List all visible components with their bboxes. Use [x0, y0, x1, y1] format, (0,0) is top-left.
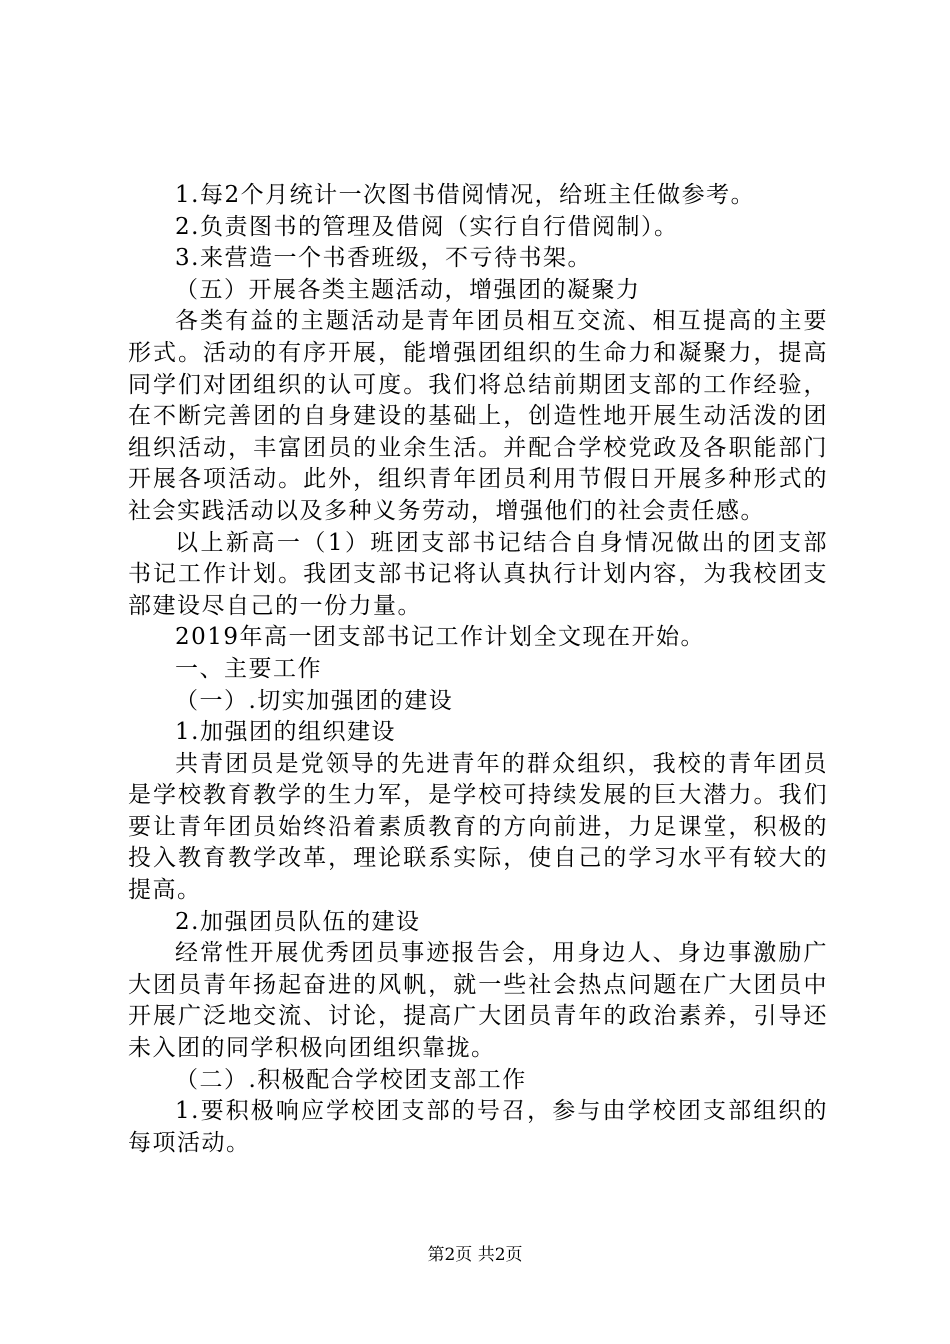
item-heading-1: 1.加强团的组织建设	[175, 719, 396, 746]
subheading-2: （二）.积极配合学校团支部工作	[175, 1066, 527, 1093]
page-footer	[0, 1244, 950, 1266]
heading-main-work: 一、主要工作	[175, 655, 322, 682]
paragraph-1: 1.每2个月统计一次图书借阅情况，给班主任做参考。	[175, 182, 756, 208]
paragraph-7: 2019年高一团支部书记工作计划全文现在开始。	[175, 624, 706, 651]
section-heading-5: （五）开展各类主题活动，增强团的凝聚力	[175, 276, 641, 303]
paragraph-2: 2.负责图书的管理及借阅（实行自行借阅制）。	[175, 213, 679, 240]
item-heading-2: 2.加强团员队伍的建设	[175, 908, 421, 935]
paragraph-15: 1.要积极响应学校团支部的号召，参与由学校团支部组织的每项活动。	[128, 1098, 828, 1156]
subheading-1: （一）.切实加强团的建设	[175, 687, 454, 714]
paragraph-5: 各类有益的主题活动是青年团员相互交流、相互提高的主要形式。活动的有序开展，能增强团组织的生命力和凝聚力，提高同学们对团组织的认可度。我们将总结前期团支部的工作经验，在不断完善团的自身建设的基础上，创造性地开展生动活泼的团组织活动，丰富团员的业余生活。并配合学校党政及各职能部门开展各项活动。此外，组织青年团员利用节假日开展多种形式的社会实践活动以及多种义务劳动，增强他们的社会责任感。	[128, 308, 828, 524]
page-number-label: 第2页 共2页	[427, 1245, 523, 1265]
paragraph-3: 3.来营造一个书香班级，不亏待书架。	[175, 245, 592, 272]
paragraph-6: 以上新高一（1）班团支部书记结合自身情况做出的团支部书记工作计划。我团支部书记将认真执行计划内容，为我校团支部建设尽自己的一份力量。	[128, 529, 828, 619]
document-body	[128, 180, 828, 1159]
paragraph-13: 经常性开展优秀团员事迹报告会，用身边人、身边事激励广大团员青年扬起奋进的风帆，就一些社会热点问题在广大团员中开展广泛地交流、讨论，提高广大团员青年的政治素养，引导还未入团的同学积极向团组织靠拢。	[128, 940, 828, 1062]
paragraph-11: 共青团员是党领导的先进青年的群众组织，我校的青年团员是学校教育教学的生力军，是学校可持续发展的巨大潜力。我们要让青年团员始终沿着素质教育的方向前进，力足课堂，积极的投入教育教学改革，理论联系实际，使自己的学习水平有较大的提高。	[128, 750, 828, 904]
